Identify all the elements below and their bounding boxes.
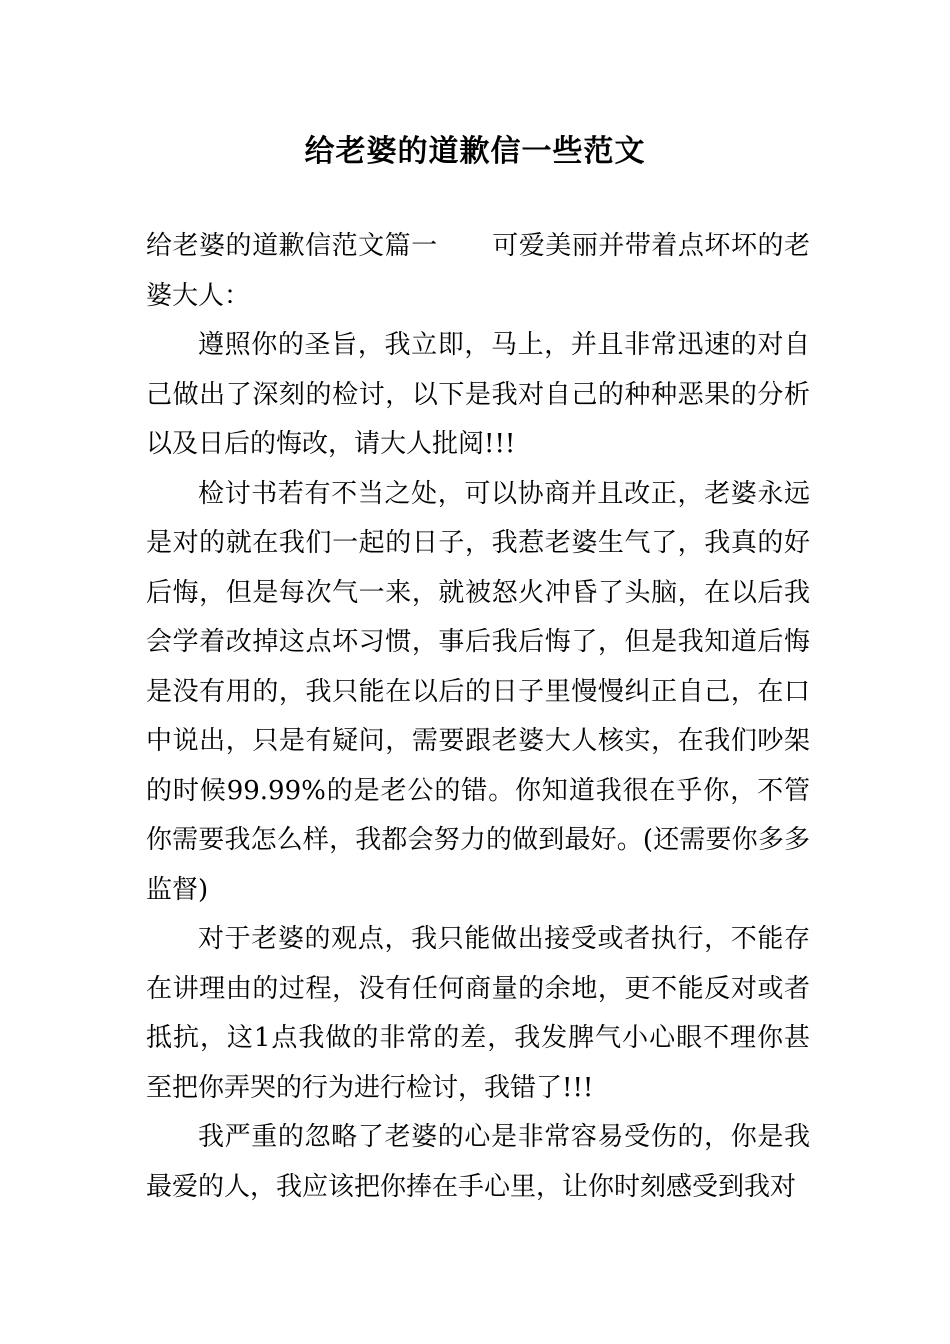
paragraph-1: 遵照你的圣旨，我立即，马上，并且非常迅速的对自己做出了深刻的检讨，以下是我对自己的种种恶果的分析以及日后的悔改，请大人批阅!!! xyxy=(146,330,810,459)
section-heading: 给老婆的道歉信范文篇一 xyxy=(146,231,438,261)
paragraph-2: 检讨书若有不当之处，可以协商并且改正，老婆永远是对的就在我们一起的日子，我惹老婆生气了，我真的好后悔，但是每次气一来，就被怒火冲昏了头脑，在以后我会学着改掉这点坏习惯，事后我后悔了，但是我知道后悔是没有用的，我只能在以后的日子里慢慢纠正自己，在口中说出，只是有疑问，需要跟老婆大人核实，在我们吵架的时候99.99%的是老公的错。你知道我很在乎你，不管你需要我怎么样，我都会努力的做到最好。(还需要你多多监督) xyxy=(146,478,810,905)
salutation: 可爱美丽并带着点坏坏的老婆大人： xyxy=(146,231,810,311)
document-title: 给老婆的道歉信一些范文 xyxy=(304,134,646,169)
document-body xyxy=(146,222,810,1212)
paragraph-3: 对于老婆的观点，我只能做出接受或者执行，不能存在讲理由的过程，没有任何商量的余地，更不能反对或者抵抗，这1点我做的非常的差，我发脾气小心眼不理你甚至把你弄哭的行为进行检讨，我错了!!! xyxy=(146,924,810,1103)
opening-line xyxy=(146,222,810,321)
paragraph-4: 我严重的忽略了老婆的心是非常容易受伤的，你是我最爱的人，我应该把你捧在手心里，让你时刻感受到我对 xyxy=(146,1122,810,1202)
